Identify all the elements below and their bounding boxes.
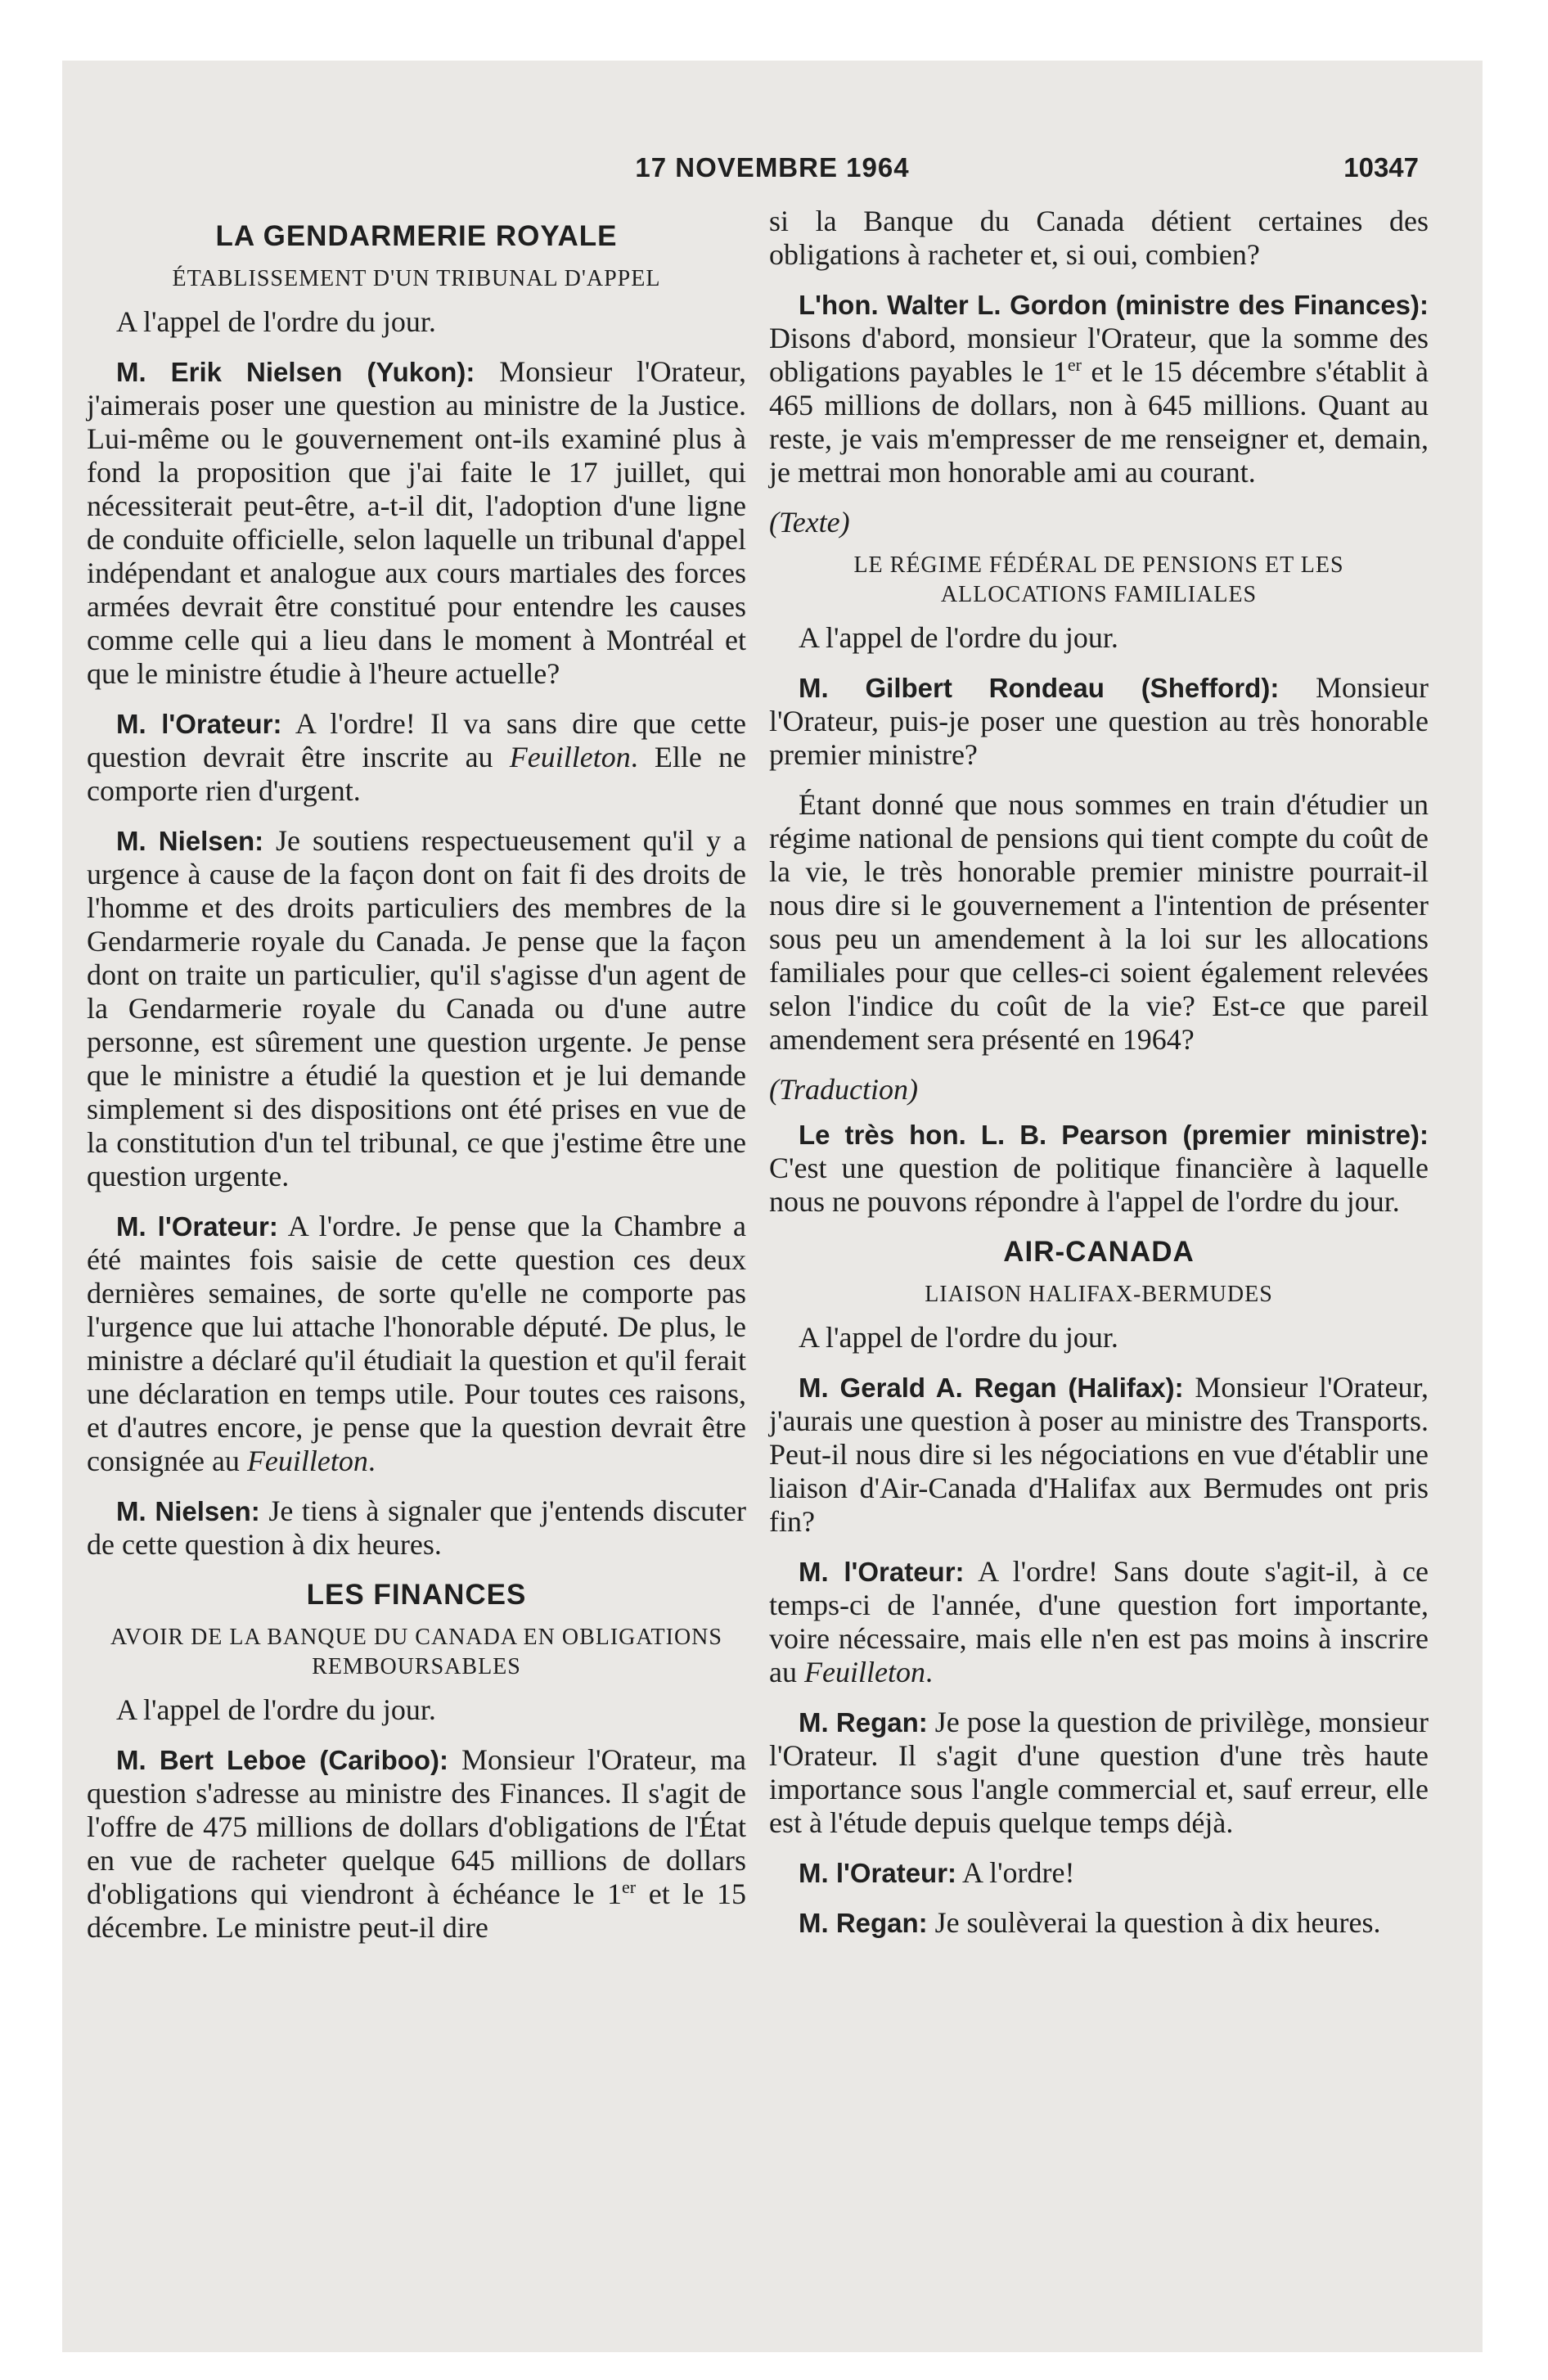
paragraph bbox=[769, 1555, 1429, 1689]
paragraph bbox=[87, 1743, 746, 1945]
speech-text: Je soutiens respectueusement qu'il y a urgence à cause de la façon dont on fait fi des droits de l'homme et des droits particuliers des membres de la Gendarmerie royale du Canada. Je pense que la façon dont on traite un particulier, qu'il s'agisse d'un agent de la Gendarmerie royale du Canada ou d'une autre personne, est sûrement une question urgente. Je pense que le ministre a étudié la question et je lui demande simplement si des dispositions ont été prises en vue de la constitution d'un tel tribunal, ce que j'estime être une question urgente. bbox=[87, 824, 746, 1192]
speaker-name: M. Regan: bbox=[799, 1707, 928, 1738]
speaker-name: M. Erik Nielsen (Yukon): bbox=[116, 357, 475, 387]
speaker-name: L'hon. Walter L. Gordon (ministre des Finances): bbox=[799, 290, 1429, 320]
language-note: (Traduction) bbox=[769, 1073, 919, 1106]
paragraph bbox=[87, 1210, 746, 1478]
italic-term: Feuilleton bbox=[246, 1445, 368, 1477]
speech-text: Monsieur l'Orateur, puis-je poser une question au très honorable premier ministre? bbox=[769, 671, 1429, 771]
section-subtitle-banque: AVOIR DE LA BANQUE DU CANADA EN OBLIGATIONS REMBOURSABLES bbox=[110, 1625, 722, 1679]
paragraph bbox=[769, 1371, 1429, 1539]
speech-text: et le 15 décembre s'établit à 465 millions de dollars, non à 645 millions. Quant au reste, je vais m'empresser de me renseigner et, demain, je mettrai mon honorable ami au courant. bbox=[769, 355, 1429, 489]
italic-term: Feuilleton bbox=[509, 741, 631, 773]
language-note: (Texte) bbox=[769, 506, 850, 539]
section-subtitle-tribunal: ÉTABLISSEMENT D'UN TRIBUNAL D'APPEL bbox=[172, 266, 661, 291]
paragraph: si la Banque du Canada détient certaines des obligations à racheter et, si oui, combien? bbox=[769, 205, 1429, 271]
speaker-name: M. Nielsen: bbox=[116, 826, 264, 856]
paragraph bbox=[769, 1706, 1429, 1840]
speech-text: . bbox=[367, 1445, 376, 1477]
speech-text: Monsieur l'Orateur, ma question s'adresse au ministre des Finances. Il s'agit de l'offre de 475 millions de dollars d'obligations de l'État en vue de racheter quelque 645 millions de dollars d'obligations qui viendront à échéance le 1 bbox=[87, 1743, 747, 1910]
speaker-name: M. Nielsen: bbox=[116, 1496, 260, 1526]
paragraph bbox=[769, 1118, 1429, 1219]
speech-text: A l'ordre. Je pense que la Chambre a été maintes fois saisie de cette question ces deux dernières semaines, de sorte qu'elle ne comporte pas l'urgence que lui attache l'honorable député. De plus, le ministre a déclaré qu'il étudiait la question et qu'il ferait une déclaration en temps utile. Pour toutes ces raisons, et d'autres encore, je pense que la question devrait être consignée au bbox=[87, 1210, 746, 1477]
page-date: 17 NOVEMBRE 1964 bbox=[635, 152, 910, 183]
speech-text: Disons d'abord, monsieur l'Orateur, que la somme des obligations payables le 1 bbox=[769, 322, 1429, 388]
paragraph bbox=[769, 1906, 1429, 1940]
speech-text: Je tiens à signaler que j'entends discuter de cette question à dix heures. bbox=[87, 1494, 747, 1561]
speaker-name: M. Bert Leboe (Cariboo): bbox=[116, 1745, 449, 1775]
speech-text: et le 15 décembre. Le ministre peut-il dire bbox=[87, 1877, 746, 1944]
paragraph bbox=[87, 355, 746, 691]
page-header bbox=[62, 152, 1483, 201]
speaker-name: Le très hon. L. B. Pearson (premier ministre): bbox=[799, 1120, 1429, 1150]
speaker-name: M. Gilbert Rondeau (Shefford): bbox=[799, 673, 1280, 703]
page-sheet bbox=[62, 61, 1483, 2352]
paragraph bbox=[769, 288, 1429, 489]
paragraph: Étant donné que nous sommes en train d'étudier un régime national de pensions qui tient compte du coût de la vie, le très honorable premier ministre pourrait-il nous dire si le gouvernement a l'intention de présenter sous peu un amendement à la loi sur les allocations familiales pour que celles-ci soient également relevées selon l'indice du coût de la vie? Est-ce que pareil amendement sera présenté en 1964? bbox=[769, 788, 1429, 1056]
section-subtitle-pensions: LE RÉGIME FÉDÉRAL DE PENSIONS ET LES ALLOCATIONS FAMILIALES bbox=[853, 552, 1344, 607]
speech-text: . Elle ne comporte rien d'urgent. bbox=[87, 741, 747, 807]
right-column bbox=[769, 205, 1429, 1956]
speaker-name: M. l'Orateur: bbox=[799, 1557, 965, 1587]
speaker-name: M. Regan: bbox=[799, 1908, 928, 1938]
speech-text: Je soulèverai la question à dix heures. bbox=[927, 1906, 1381, 1939]
speaker-name: M. l'Orateur: bbox=[116, 709, 282, 739]
speech-text: C'est une question de politique financière à laquelle nous ne pouvons répondre à l'appel de l'ordre du jour. bbox=[769, 1152, 1429, 1218]
left-column bbox=[87, 205, 746, 1961]
section-subtitle-liaison: LIAISON HALIFAX-BERMUDES bbox=[925, 1282, 1273, 1307]
speaker-name: M. l'Orateur: bbox=[116, 1211, 278, 1242]
speech-text: Je pose la question de privilège, monsieur l'Orateur. Il s'agit d'une question d'une très haute importance sous l'angle commercial et, sauf erreur, elle est à l'étude depuis quelque temps déjà. bbox=[769, 1706, 1429, 1839]
speech-text: A l'ordre! Sans doute s'agit-il, à ce temps-ci de l'année, d'une question fort importante, voire nécessaire, mais elle n'en est pas moins à inscrire au bbox=[769, 1555, 1429, 1688]
paragraph bbox=[87, 824, 746, 1193]
section-title-finances: LES FINANCES bbox=[306, 1579, 527, 1611]
superscript: er bbox=[1067, 354, 1082, 375]
page-number: 10347 bbox=[1343, 152, 1419, 183]
section-title-gendarmerie: LA GENDARMERIE ROYALE bbox=[215, 220, 618, 252]
paragraph: A l'appel de l'ordre du jour. bbox=[116, 1693, 436, 1726]
speech-text: Monsieur l'Orateur, j'aimerais poser une question au ministre de la Justice. Lui-même ou le gouvernement ont-ils examiné plus à fond la proposition que j'ai faite le 17 juillet, qui nécessiterait peut-être, a-t-il dit, l'adoption d'une ligne de conduite officielle, selon laquelle un tribunal d'appel indépendant et analogue aux cours martiales des forces armées devrait être constitué pour entendre les causes comme celle qui a lieu dans le moment à Montréal et que le ministre étudie à l'heure actuelle? bbox=[87, 355, 746, 690]
speech-text: . bbox=[925, 1656, 933, 1688]
speaker-name: M. Gerald A. Regan (Halifax): bbox=[799, 1373, 1184, 1403]
superscript: er bbox=[622, 1877, 637, 1897]
speech-text: A l'ordre! bbox=[956, 1856, 1075, 1889]
paragraph bbox=[87, 1494, 746, 1562]
paragraph bbox=[769, 671, 1429, 772]
section-title-air-canada: AIR-CANADA bbox=[1003, 1236, 1195, 1268]
paragraph: A l'appel de l'ordre du jour. bbox=[116, 305, 436, 338]
speech-text: A l'ordre! Il va sans dire que cette question devrait être inscrite au bbox=[87, 707, 746, 773]
speaker-name: M. l'Orateur: bbox=[799, 1858, 957, 1888]
paragraph bbox=[87, 707, 746, 808]
speech-text: Monsieur l'Orateur, j'aurais une question à poser au ministre des Transports. Peut-il nous dire si les négociations en vue d'établir une liaison d'Air-Canada d'Halifax aux Bermudes ont pris fin? bbox=[769, 1371, 1429, 1538]
paragraph: A l'appel de l'ordre du jour. bbox=[799, 621, 1118, 654]
paragraph bbox=[769, 1856, 1429, 1890]
italic-term: Feuilleton bbox=[803, 1656, 925, 1688]
paragraph: A l'appel de l'ordre du jour. bbox=[799, 1321, 1118, 1354]
